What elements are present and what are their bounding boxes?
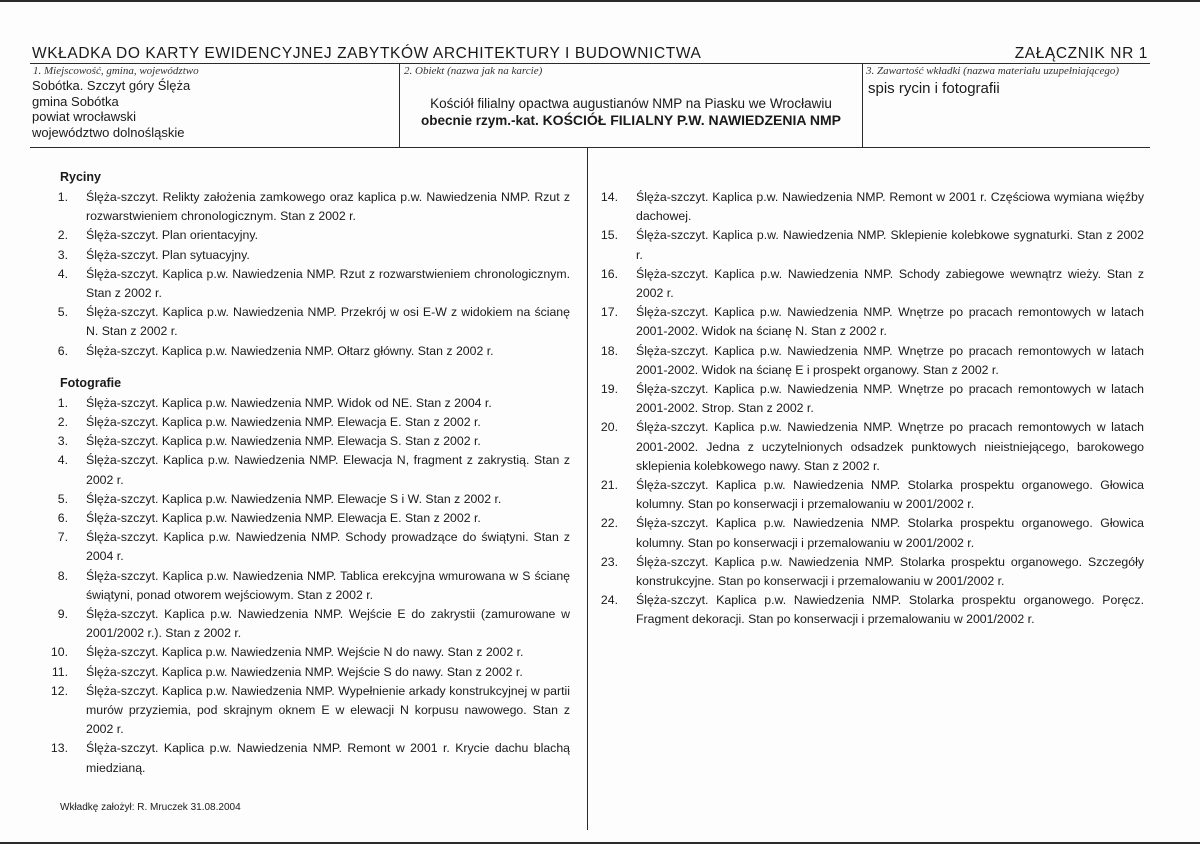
list-item-text: Ślęża-szczyt. Kaplica p.w. Nawiedzenia NMP. Elewacja E. Stan z 2002 r. [86, 415, 481, 430]
left-column [50, 168, 570, 778]
list-item-text: Ślęża-szczyt. Kaplica p.w. Nawiedzenia NMP. Rzut z rozwarstwieniem chronologicznym. Stan z 2002 r. [86, 266, 570, 301]
list-item-text: Ślęża-szczyt. Kaplica p.w. Nawiedzenia NMP. Stolarka prospektu organowego. Poręcz. Fragment dekoracji. Stan po konserwacji i przemalowaniu w 2001/2002 r. [636, 593, 1144, 627]
list-item-number: 4. [57, 266, 68, 281]
list-item-number: 4. [57, 453, 68, 468]
list-item [57, 342, 570, 361]
list-item-number: 6. [57, 343, 68, 358]
field2-value [402, 95, 860, 129]
list-item [57, 246, 570, 265]
list-item-text: Ślęża-szczyt. Kaplica p.w. Nawiedzenia NMP. Schody zabiegowe wewnątrz wieży. Stan z 2002 r. [636, 266, 1144, 301]
list-item-text: Ślęża-szczyt. Kaplica p.w. Nawiedzenia NMP. Elewacja S. Stan z 2002 r. [86, 434, 481, 449]
list-item [57, 490, 570, 509]
list-item-text: Ślęża-szczyt. Plan sytuacyjny. [86, 247, 250, 262]
object-current-name [402, 112, 860, 129]
footer-author: Wkładkę założył: R. Mruczek 31.08.2004 [60, 802, 241, 813]
list-item-text: Ślęża-szczyt. Kaplica p.w. Nawiedzenia NMP. Sklepienie kolebkowe sygnaturki. Stan z 2002 r. [636, 228, 1144, 262]
list-item-text: Ślęża-szczyt. Kaplica p.w. Nawiedzenia NMP. Stolarka prospektu organowego. Głowica kolumny. Stan po konserwacji i przemalowaniu w 2001/2002 r. [636, 478, 1144, 512]
header-rule-bottom [30, 147, 1150, 148]
list-item-text: Ślęża-szczyt. Kaplica p.w. Nawiedzenia NMP. Wnętrze po pracach remontowych w latach 2001-2002. Jedna z uczytelnionych odsadzek punktowych nieistniejącego, barokowego sklepienia kolebkowego nawy. Stan z 2002 r. [636, 420, 1144, 473]
list-item-number: 3. [57, 247, 68, 262]
list-item [600, 188, 1144, 226]
list-item-number: 11. [51, 664, 68, 679]
list-item-number: 18. [600, 343, 618, 358]
list-item-text: Ślęża-szczyt. Kaplica p.w. Nawiedzenia NMP. Przekrój w osi E-W z widokiem na ścianę N. Stan z 2002 r. [86, 305, 570, 339]
fotografie-heading: Fotografie [60, 375, 122, 390]
list-item [600, 418, 1144, 476]
list-item-number: 23. [600, 554, 618, 569]
list-item-number: 5. [57, 491, 68, 506]
list-item-number: 22. [600, 516, 618, 531]
list-item-number: 9. [57, 607, 68, 622]
list-item [600, 514, 1144, 552]
list-item-text: Ślęża-szczyt. Kaplica p.w. Nawiedzenia NMP. Wejście S do nawy. Stan z 2002 r. [86, 664, 523, 679]
list-item [600, 476, 1144, 514]
list-item-number: 16. [600, 266, 618, 281]
list-item-number: 1. [57, 395, 68, 410]
list-item [51, 663, 570, 682]
list-item [600, 553, 1144, 591]
list-item-text: Ślęża-szczyt. Kaplica p.w. Nawiedzenia NMP. Ołtarz główny. Stan z 2002 r. [86, 343, 494, 358]
object-former-name: Kościół filialny opactwa augustianów NMP na Piasku we Wrocławiu [430, 96, 832, 111]
field1-label: 1. Miejscowość, gmina, województwo [33, 65, 199, 77]
list-item-text: Ślęża-szczyt. Kaplica p.w. Nawiedzenia NMP. Wejście N do nawy. Stan z 2002 r. [86, 645, 524, 660]
list-item [600, 591, 1144, 629]
list-item-text: Ślęża-szczyt. Kaplica p.w. Nawiedzenia NMP. Remont w 2001 r. Częściowa wymiana więźby dachowej. [636, 190, 1144, 224]
list-item-number: 8. [57, 568, 68, 583]
fotografie-list-right [600, 188, 1144, 630]
list-item [57, 451, 570, 489]
list-item-text: Ślęża-szczyt. Kaplica p.w. Nawiedzenia NMP. Schody prowadzące do świątyni. Stan z 2004 r. [86, 530, 570, 564]
list-item-text: Ślęża-szczyt. Kaplica p.w. Nawiedzenia NMP. Widok od NE. Stan z 2004 r. [86, 395, 492, 410]
list-item-text: Ślęża-szczyt. Plan orientacyjny. [86, 228, 258, 243]
field1-line: Sobótka. Szczyt góry Ślęża [32, 78, 191, 93]
right-column [600, 188, 1144, 630]
list-item-number: 12. [50, 683, 68, 698]
list-item-number: 7. [57, 530, 68, 545]
list-item-text: Ślęża-szczyt. Kaplica p.w. Nawiedzenia NMP. Stolarka prospektu organowego. Głowica kolumny. Stan po konserwacji i przemalowaniu w 2001/2002 r. [636, 516, 1144, 550]
annex-number: ZAŁĄCZNIK NR 1 [1014, 45, 1148, 62]
list-item-number: 15. [600, 228, 618, 243]
header-divider-1 [399, 63, 400, 148]
list-item-number: 14. [600, 190, 618, 204]
list-item [57, 509, 570, 528]
list-item [600, 380, 1144, 418]
list-item-text: Ślęża-szczyt. Kaplica p.w. Nawiedzenia NMP. Remont w 2001 r. Krycie dachu blachą miedzianą. [86, 741, 570, 775]
list-item [57, 413, 570, 432]
list-item [57, 188, 570, 226]
list-item-number: 20. [600, 420, 618, 435]
field1-line: gmina Sobótka [32, 93, 119, 109]
list-item [57, 432, 570, 451]
document-title: WKŁADKA DO KARTY EWIDENCYJNEJ ZABYTKÓW ARCHITEKTURY I BUDOWNICTWA [32, 45, 702, 62]
list-item-number: 5. [57, 305, 68, 320]
object-current-prefix: obecnie rzym.-kat. [421, 113, 539, 128]
list-item [50, 682, 570, 740]
list-item-number: 10. [50, 645, 68, 660]
ryciny-heading: Ryciny [60, 170, 101, 184]
list-item [50, 643, 570, 662]
list-item-number: 13. [50, 741, 68, 756]
list-item-text: Ślęża-szczyt. Kaplica p.w. Nawiedzenia NMP. Wnętrze po pracach remontowych w latach 2001-2002. Widok na ścianę N. Stan z 2002 r. [636, 305, 1144, 339]
list-item-text: Ślęża-szczyt. Kaplica p.w. Nawiedzenia NMP. Elewacja E. Stan z 2002 r. [86, 511, 481, 526]
list-item [57, 528, 570, 566]
list-item-number: 24. [600, 593, 618, 608]
list-item [57, 567, 570, 605]
list-item [57, 303, 570, 341]
fotografie-list-left [50, 394, 570, 778]
ryciny-list [57, 188, 570, 361]
field3-value: spis rycin i fotografii [868, 80, 1000, 97]
list-item-number: 2. [57, 415, 68, 430]
list-item-text: Ślęża-szczyt. Kaplica p.w. Nawiedzenia NMP. Wnętrze po pracach remontowych w latach 2001-2002. Strop. Stan z 2002 r. [636, 382, 1144, 416]
object-current-main: KOŚCIÓŁ FILIALNY P.W. NAWIEDZENIA NMP [542, 112, 841, 128]
list-item-text: Ślęża-szczyt. Kaplica p.w. Nawiedzenia NMP. Elewacje S i W. Stan z 2002 r. [86, 491, 502, 506]
header-divider-2 [862, 63, 863, 148]
list-item-text: Ślęża-szczyt. Kaplica p.w. Nawiedzenia NMP. Stolarka prospektu organowego. Szczegóły konstrukcyjne. Stan po konserwacji i przemalowaniu w 2001/2002 r. [636, 554, 1144, 589]
field1-line: powiat wrocławski [32, 109, 137, 124]
list-item [600, 303, 1144, 341]
list-item-text: Ślęża-szczyt. Relikty założenia zamkowego oraz kaplica p.w. Nawiedzenia NMP. Rzut z rozwarstwieniem chronologicznym. Stan z 2002 r. [86, 190, 570, 224]
header-rule-top [30, 63, 1150, 64]
list-item [57, 265, 570, 303]
list-item-number: 1. [57, 190, 68, 204]
list-item-number: 6. [57, 511, 68, 526]
field1-line: województwo dolnośląskie [32, 124, 185, 140]
list-item-number: 19. [600, 382, 618, 397]
list-item [600, 265, 1144, 303]
list-item [50, 739, 570, 777]
list-item [57, 605, 570, 643]
list-item-text: Ślęża-szczyt. Kaplica p.w. Nawiedzenia NMP. Wejście E do zakrystii (zamurowane w 2001/2002 r.). Stan z 2002 r. [86, 607, 570, 641]
list-item [600, 342, 1144, 380]
list-item-number: 2. [57, 228, 68, 243]
list-item-number: 21. [600, 478, 618, 493]
list-item-text: Ślęża-szczyt. Kaplica p.w. Nawiedzenia NMP. Wypełnienie arkady konstrukcyjnej w partii murów przyziemia, pod skrajnym oknem E w elewacji N korpusu nawowego. Stan z 2002 r. [86, 683, 570, 737]
list-item-number: 3. [57, 434, 68, 449]
list-item [57, 394, 570, 413]
list-item-text: Ślęża-szczyt. Kaplica p.w. Nawiedzenia NMP. Elewacja N, fragment z zakrystią. Stan z 2002 r. [86, 453, 570, 487]
list-item-number: 17. [600, 305, 618, 320]
list-item-text: Ślęża-szczyt. Kaplica p.w. Nawiedzenia NMP. Tablica erekcyjna wmurowana w S ścianę świątyni, ponad otworem wejściowym. Stan z 2002 r. [86, 568, 570, 602]
field3-label: 3. Zawartość wkładki (nazwa materiału uzupełniającego) [866, 65, 1119, 77]
list-item [600, 226, 1144, 264]
list-item [57, 226, 570, 245]
field2-label: 2. Obiekt (nazwa jak na karcie) [404, 65, 543, 77]
field1-value [32, 78, 190, 140]
list-item-text: Ślęża-szczyt. Kaplica p.w. Nawiedzenia NMP. Wnętrze po pracach remontowych w latach 2001-2002. Widok na ścianę E i prospekt organowy. Stan z 2002 r. [636, 343, 1144, 377]
